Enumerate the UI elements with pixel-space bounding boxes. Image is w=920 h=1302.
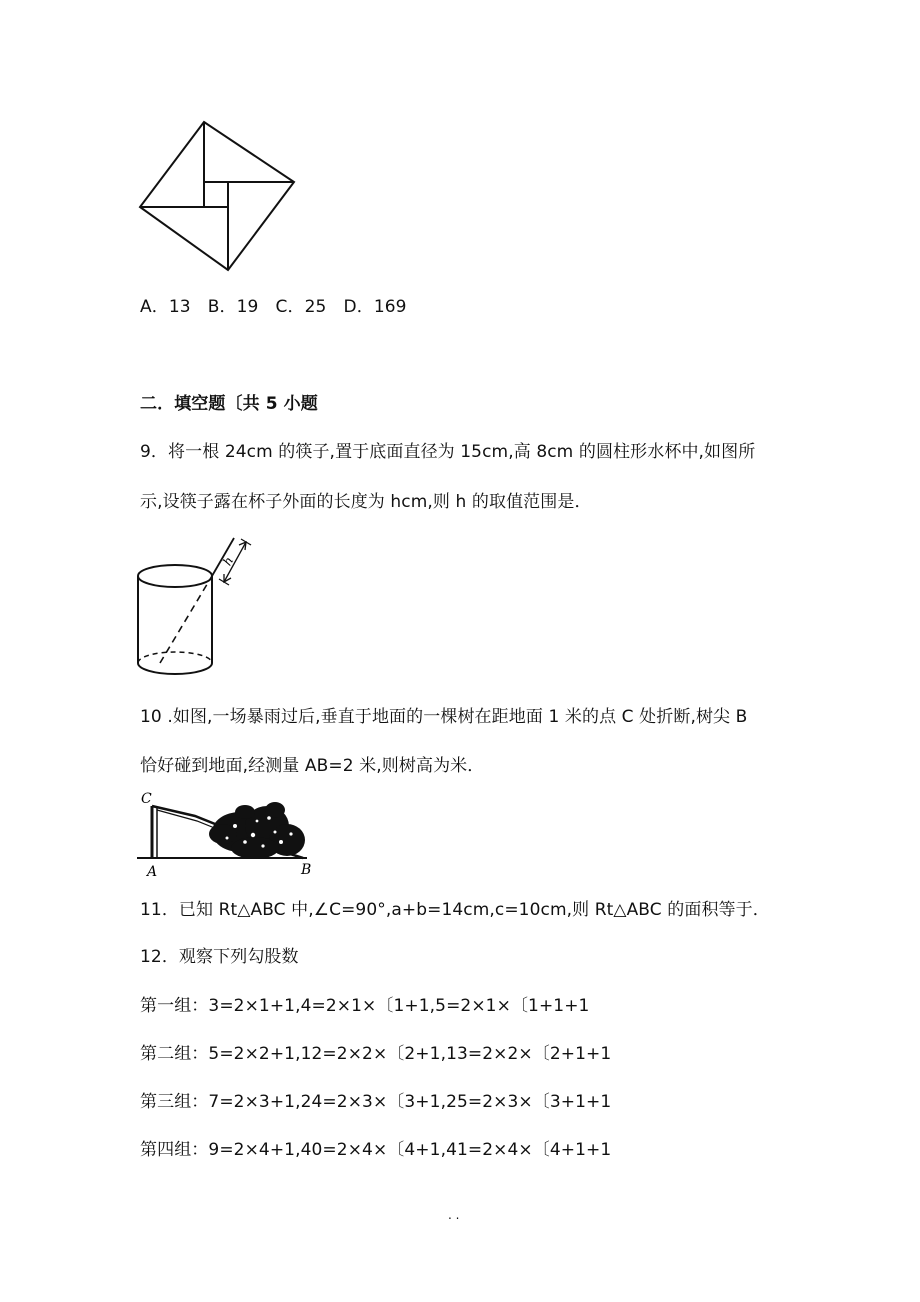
- footer-dots: . .: [448, 1208, 460, 1222]
- q12-group-1: 第一组：3=2×1+1,4=2×1×〔1+1,5=2×1×〔1+1+1: [140, 996, 590, 1016]
- q10-tree-figure: [135, 788, 325, 880]
- outer-square: [140, 122, 294, 270]
- chopstick-inside: [160, 576, 212, 663]
- q8-options: A．13 B．19 C．25 D．169: [140, 297, 407, 317]
- q9-line2: 示,设筷子露在杯子外面的长度为 hcm,则 h 的取值范围是．: [140, 492, 592, 512]
- q10-line2: 恰好碰到地面,经测量 AB=2 米,则树高为米．: [140, 756, 485, 776]
- cup-top-ellipse: [138, 565, 212, 587]
- q12-group-4: 第四组：9=2×4+1,40=2×4×〔4+1,41=2×4×〔4+1+1: [140, 1140, 612, 1160]
- cup-bottom-back: [138, 652, 212, 663]
- q12-group-3: 第三组：7=2×3+1,24=2×3×〔3+1,25=2×3×〔3+1+1: [140, 1092, 612, 1112]
- q12-intro: 12．观察下列勾股数: [140, 947, 299, 967]
- section-heading: 二．填空题〔共 5 小题: [140, 394, 318, 414]
- q8-square-figure: [130, 115, 305, 280]
- cup-bottom-front: [138, 663, 212, 674]
- tree-crown: [209, 802, 305, 859]
- label-a: A: [147, 864, 158, 880]
- h-label: h: [220, 554, 237, 568]
- label-c: C: [141, 791, 152, 807]
- label-b: B: [301, 862, 312, 878]
- q10-line1: 10 .如图,一场暴雨过后,垂直于地面的一棵树在距地面 1 米的点 C 处折断,树尖 B: [140, 707, 748, 727]
- q9-cylinder-figure: [130, 528, 270, 683]
- q12-group-2: 第二组：5=2×2+1,12=2×2×〔2+1,13=2×2×〔2+1+1: [140, 1044, 612, 1064]
- q9-line1: 9．将一根 24cm 的筷子,置于底面直径为 15cm,高 8cm 的圆柱形水杯中,如图所: [140, 442, 756, 462]
- q11-line1: 11．已知 Rt△ABC 中,∠C=90°,a+b=14cm,c=10cm,则 Rt△ABC 的面积等于．: [140, 900, 770, 920]
